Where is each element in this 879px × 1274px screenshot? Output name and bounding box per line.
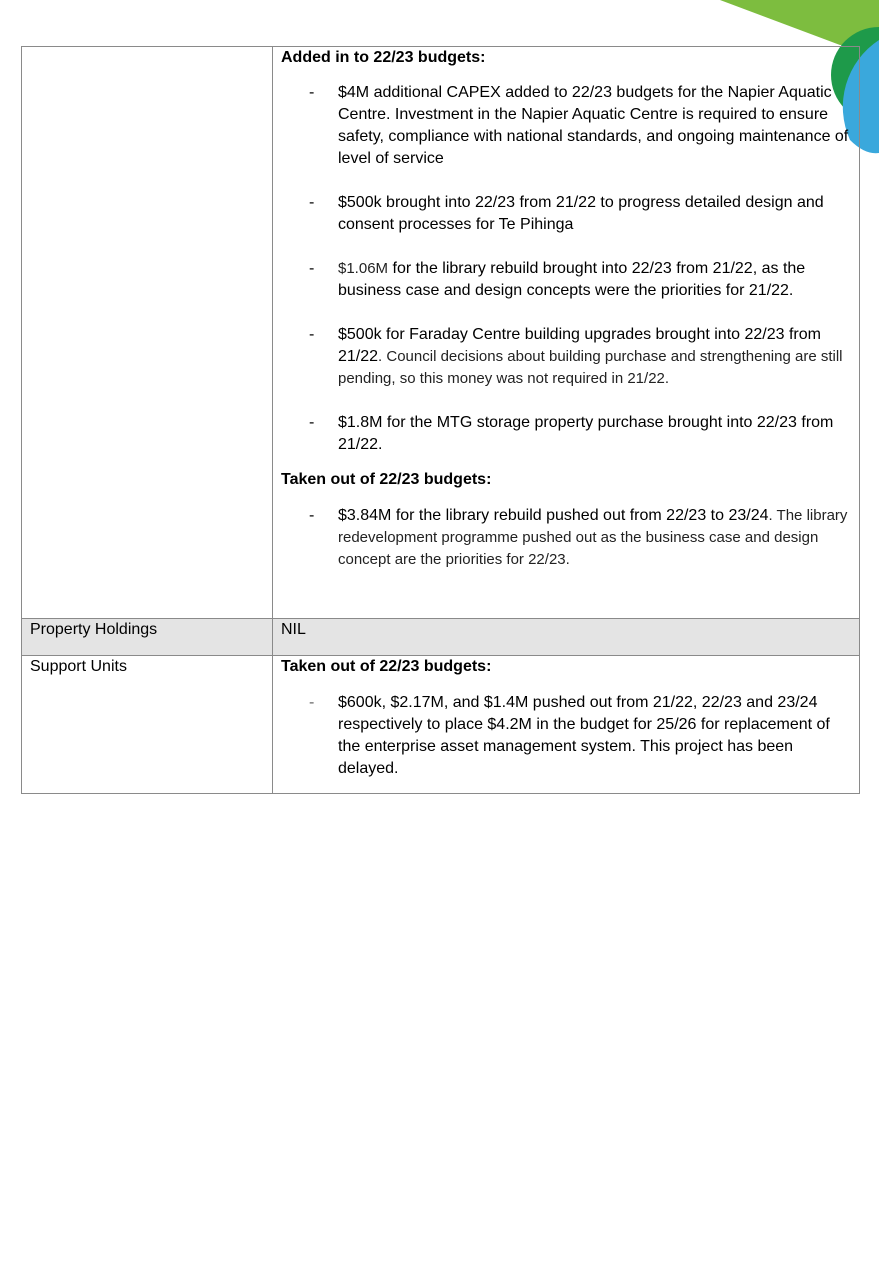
item-text: $4M additional CAPEX added to 22/23 budgets for the Napier Aquatic Centre. Investment in the Napier Aquatic Centre is required to ensure safety, compliance with national standards, and ongoing maintenance of level of service [338,84,849,167]
dash-bullet: - [309,260,315,277]
list-item [281,505,849,571]
budget-changes-table [21,46,860,794]
added-list [281,82,849,456]
item-text: for the library rebuild brought into 22/23 from 21/22, as the business case and design concepts were the priorities for 21/22. [338,260,806,299]
item-amount: $1.06M [338,260,389,277]
activity-cell: Support Units [22,656,273,794]
item-text: $600k, $2.17M, and $1.4M pushed out from 21/22, 22/23 and 23/24 respectively to place $4.2M in the budget for 25/26 for replacement of the enterprise asset management system. This project has been delayed. [338,694,830,777]
list-item [281,258,849,302]
list-item [281,412,849,456]
item-text: $1.8M for the MTG storage property purchase brought into 22/23 from 21/22. [338,414,834,453]
item-note: . The library redevelopment programme pushed out as the business case and design concept are the priorities for 22/23. [338,507,848,568]
taken-heading: Taken out of 22/23 budgets: [281,658,492,675]
table-row [22,656,860,794]
list-item [281,192,849,236]
dash-bullet: - [309,694,315,711]
changes-cell [273,656,860,794]
list-item [281,324,849,390]
dash-bullet: - [309,194,315,211]
dash-bullet: - [309,326,315,343]
dash-bullet: - [309,507,315,524]
item-text: $3.84M for the library rebuild pushed out from 22/23 to 23/24 [338,507,769,524]
item-text: $500k for Faraday Centre building upgrades brought into 22/23 from 21/22 [338,326,821,365]
changes-cell: NIL [273,619,860,656]
changes-cell [273,47,860,619]
list-item [281,692,849,780]
activity-cell [22,47,273,619]
list-item [281,82,849,170]
table-row [22,47,860,619]
item-note: . Council decisions about building purchase and strengthening are still pending, so this money was not required in 21/22. [338,348,843,387]
taken-list [281,692,849,780]
taken-heading: Taken out of 22/23 budgets: [281,471,492,488]
dash-bullet: - [309,414,315,431]
added-heading: Added in to 22/23 budgets: [281,49,486,66]
taken-list [281,505,849,571]
dash-bullet: - [309,84,315,101]
item-text: $500k brought into 22/23 from 21/22 to progress detailed design and consent processes for Te Pihinga [338,194,824,233]
table-row [22,619,860,656]
activity-cell: Property Holdings [22,619,273,656]
